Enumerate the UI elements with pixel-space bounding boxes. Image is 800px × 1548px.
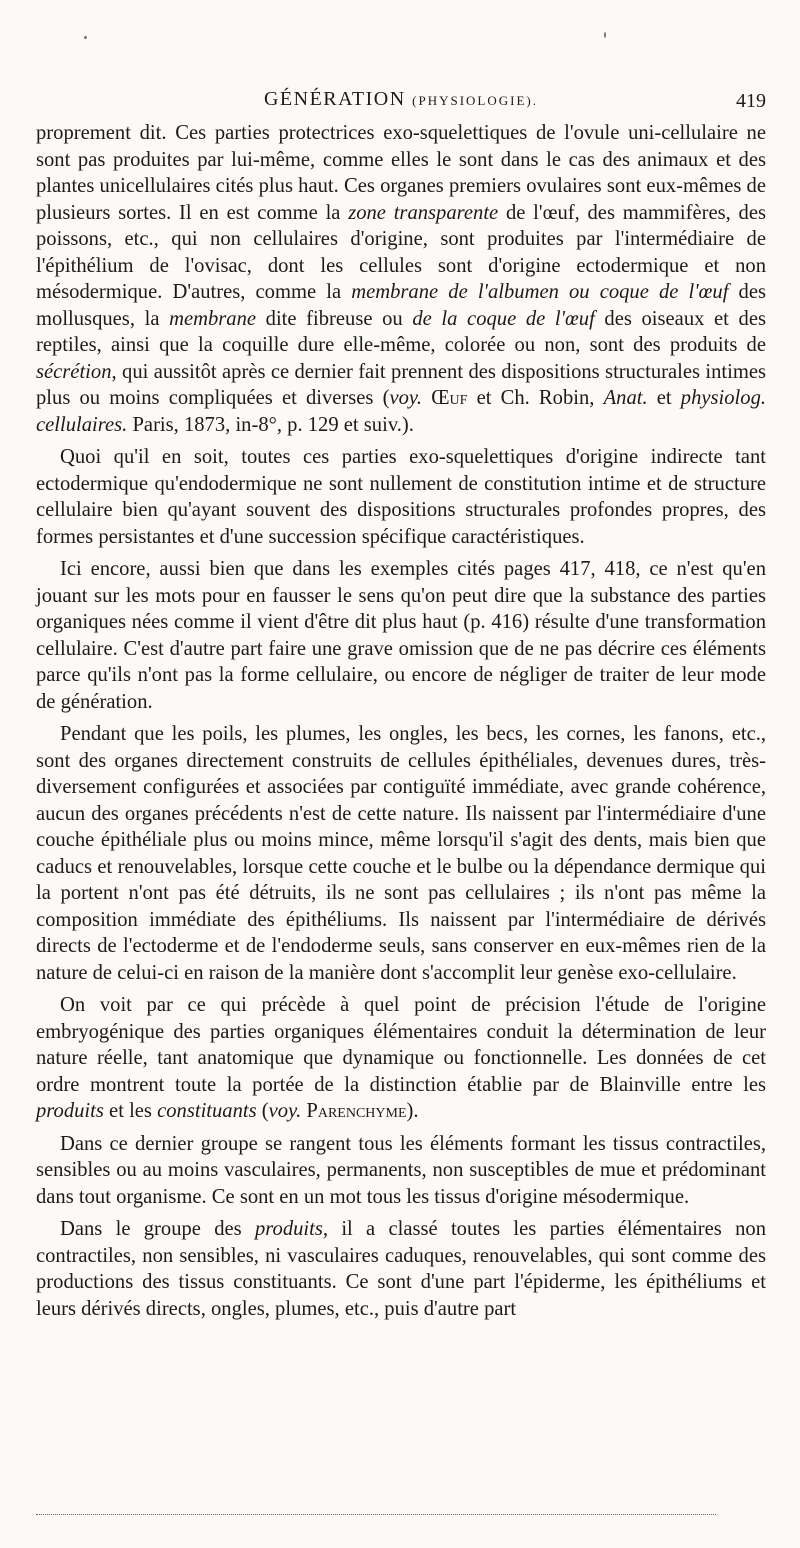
paragraph [36,444,766,550]
running-title-subject: (PHYSIOLOGIE). [412,93,538,108]
small-caps-run: Parenchyme [306,1100,407,1122]
text-run: ( [256,1100,269,1122]
italic-run: voy. [268,1100,302,1122]
scan-speck [604,32,606,38]
paragraph [36,1216,766,1322]
text-run: Dans ce dernier groupe se rangent tous les éléments formant les tissus contractiles, sensibles ou au moins vasculaires, permanents, non susceptibles de mue et prédominant dans tout organisme. Ce sont en un mot tous les tissus d'origine mésodermique. [36,1132,766,1208]
italic-run: produits [254,1218,323,1240]
italic-run: membrane de l'albumen ou coque de l'œuf [351,281,729,303]
page-number: 419 [736,90,766,112]
italic-run: Anat. [603,387,648,409]
text-run: proprement dit. Ces parties protectrices exo-squelettiques de l'ovule uni-cellulaire ne sont pas produites par lui-même, comme elles le sont dans le cas des animaux et des plantes unicellulaires cités plus haut. Ces organes premiers ovulaires sont eux-mêmes de plusieurs sortes. Il en est comme la [36,122,766,224]
running-title [36,88,766,111]
scan-speck [84,36,87,39]
text-run: dite fibreuse ou [256,307,413,330]
italic-run: sécrétion [36,360,112,383]
text-run: ). [406,1100,419,1122]
italic-run: voy. [389,387,423,409]
paragraph [36,992,766,1125]
italic-run: membrane [169,307,257,330]
italic-run: physiolog. cellulaires. [36,387,767,436]
text-run: Quoi qu'il en soit, toutes ces parties exo-squelettiques d'origine indirecte tant ectodermique qu'endodermique ne sont nullement de constitution intime et de structure cellulaire bien qu'ayant souvent des dispositions structurales profondes propres, des formes persistantes et d'une succession spécifique caractéristiques. [36,446,766,548]
text-run: Paris, 1873, in-8°, p. 129 et suiv.). [127,413,414,436]
text-run: de l'œuf, des mammifères, des poissons, etc., qui non cellulaires d'origine, sont produites par l'intermédiaire de l'épithélium de l'ovisac, dont les cellules sont d'origine ectodermique et non mésodermique. D'autres, comme la [36,201,766,303]
text-run: Dans le groupe des [60,1218,255,1240]
paragraph [36,1131,766,1211]
text-run: et les [103,1100,158,1122]
text-run: , qui aussitôt après ce dernier fait prennent des dispositions structurales intimes plus ou moins compliquées et diverses ( [36,360,766,409]
italic-run: de la coque de l'œuf [412,307,595,330]
text-run: , il a classé toutes les parties élémentaires non contractiles, non sensibles, ni vasculaires caduques, renouvelables, qui sont comme des productions des tissus constituants. Ce sont d'une part l'épiderme, les épithéliums et leurs dérivés directs, ongles, plumes, etc., puis d'autre part [36,1218,767,1320]
running-title-main: GÉNÉRATION [263,88,406,110]
italic-run: zone transparente [348,201,499,224]
running-header [36,86,766,118]
text-run: des oiseaux et des reptiles, ainsi que la coquille dure elle-même, colorée ou non, sont des produits de [36,307,766,356]
paragraph [36,556,766,715]
small-caps-run: Œuf [431,387,468,409]
text-run: et [647,387,681,409]
text-run [422,387,431,409]
text-run: des mollusques, la [36,281,766,330]
paragraph [36,120,766,438]
text-run: et Ch. Robin, [467,387,604,409]
italic-run: constituants [157,1100,257,1122]
text-run: Pendant que les poils, les plumes, les ongles, les becs, les cornes, les fanons, etc., sont des organes directement construits de cellules épithéliales, devenues dures, très-diversement configurées et associées par contiguïté immédiate, avec grande cohérence, aucun des organes précédents n'est de cette nature. Ils naissent par l'intermédiaire d'une couche épithéliale plus ou moins mince, même lorsqu'il s'agit des dents, mais bien que caducs et renouvelables, lorsque cette couche et le bulbe ou la dépendance dermique qui la portent n'ont pas été détruits, ils ne sont pas cellulaires ; ils n'ont pas même la composition immédiate des épithéliums. Ils naissent par l'intermédiaire de dérivés directs de l'ectoderme et de l'endoderme seuls, sans conserver en eux-mêmes rien de la nature de celui-ci en raison de la manière dont s'accomplit leur genèse exo-cellulaire. [36,723,766,984]
text-run: On voit par ce qui précède à quel point de précision l'étude de l'origine embryogénique des parties organiques élémentaires conduit la détermination de leur nature réelle, tant anatomique que dynamique ou fonctionnelle. Les données de cet ordre montrent toute la portée de la distinction établie par de Blainville entre les [36,994,766,1096]
body-text [36,120,766,1328]
paragraph [36,721,766,986]
footer-dotted-rule [36,1514,716,1515]
italic-run: produits [36,1100,104,1122]
text-run: Ici encore, aussi bien que dans les exemples cités pages 417, 418, ce n'est qu'en jouant sur les mots pour en fausser le sens qu'on peut dire que la substance des parties organiques nées comme il vient d'être dit plus haut (p. 416) résulte d'une transformation cellulaire. C'est d'autre part faire une grave omission que de ne pas décrire ces éléments parce qu'ils n'ont pas la forme cellulaire, ou encore de négliger de traiter de leur mode de génération. [36,558,766,713]
